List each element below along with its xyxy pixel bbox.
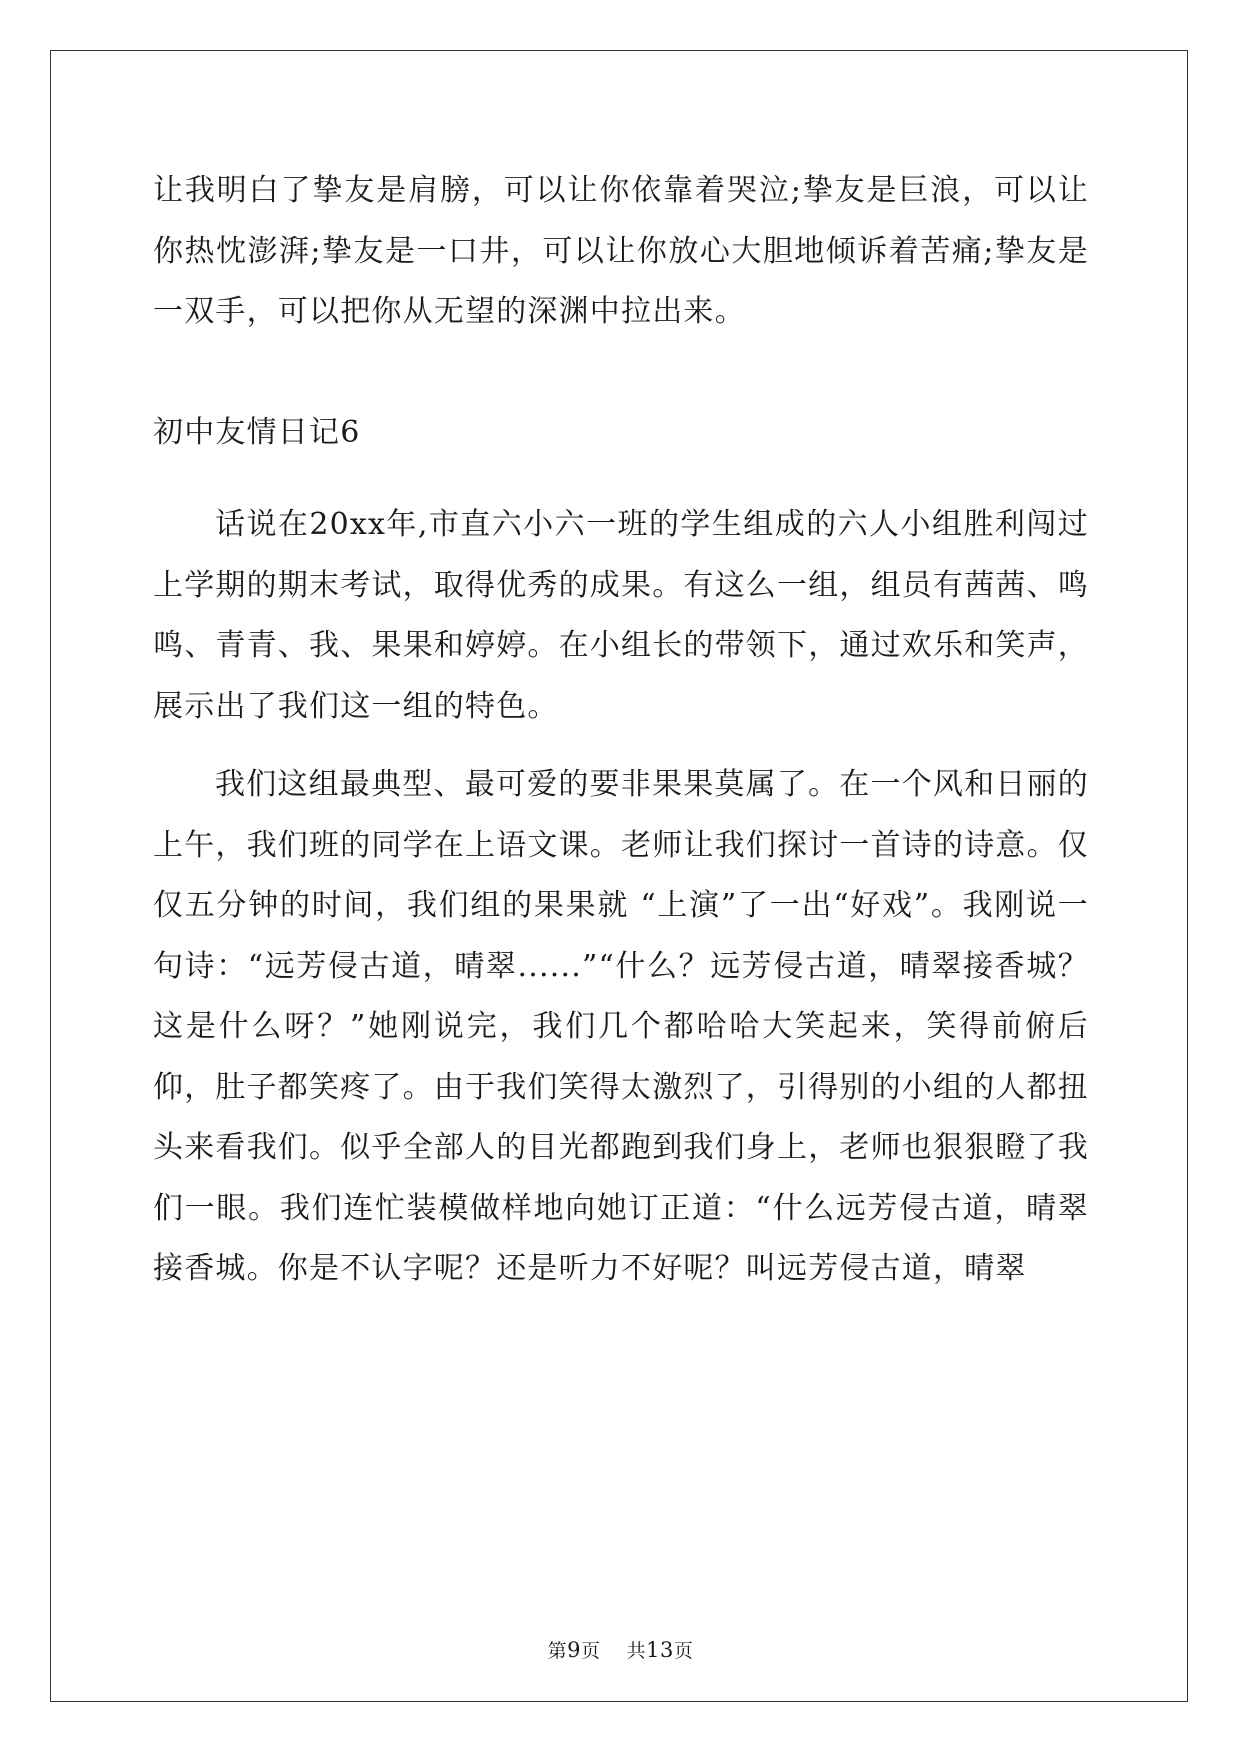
footer-total-suffix: 页 [673,1640,694,1662]
continuation-paragraph: 让我明白了挚友是肩膀，可以让你依靠着哭泣;挚友是巨浪，可以让你热忱澎湃;挚友是一口井，可以让你放心大胆地倾诉着苦痛;挚友是一双手，可以把你从无望的深渊中拉出来。 [153,173,1089,329]
footer-prefix: 第 [547,1640,568,1662]
paragraph-1: 话说在20xx年,市直六小六一班的学生组成的六人小组胜利闯过上学期的期末考试，取得优秀的成果。有这么一组，组员有茜茜、鸣鸣、青青、我、果果和婷婷。在小组长的带领下，通过欢乐和笑声，展示出了我们这一组的特色。 [153,507,1089,724]
footer-current-page: 9 [567,1638,581,1662]
footer-total-prefix: 共 [626,1640,647,1662]
page-footer [0,1636,1241,1663]
section-title: 初中友情日记6 [153,415,361,450]
paragraph-2: 我们这组最典型、最可爱的要非果果莫属了。在一个风和日丽的上午，我们班的同学在上语文课。老师让我们探讨一首诗的诗意。仅仅五分钟的时间，我们组的果果就 “上演”了一出“好戏”。我刚说一句诗：“远芳侵古道，晴翠......”“什么？远芳侵古道，晴翠接香城？这是什么呀？”她刚说完，我们几个都哈哈大笑起来，笑得前俯后仰，肚子都笑疼了。由于我们笑得太激烈了，引得别的小组的人都扭头来看我们。似乎全部人的目光都跑到我们身上，老师也狠狠瞪了我们一眼。我们连忙装模做样地向她订正道：“什么远芳侵古道，晴翠接香城。你是不认字呢？还是听力不好呢？叫远芳侵古道，晴翠 [153,767,1089,1286]
footer-total-pages: 13 [646,1638,674,1662]
footer-page-suffix: 页 [580,1640,601,1662]
